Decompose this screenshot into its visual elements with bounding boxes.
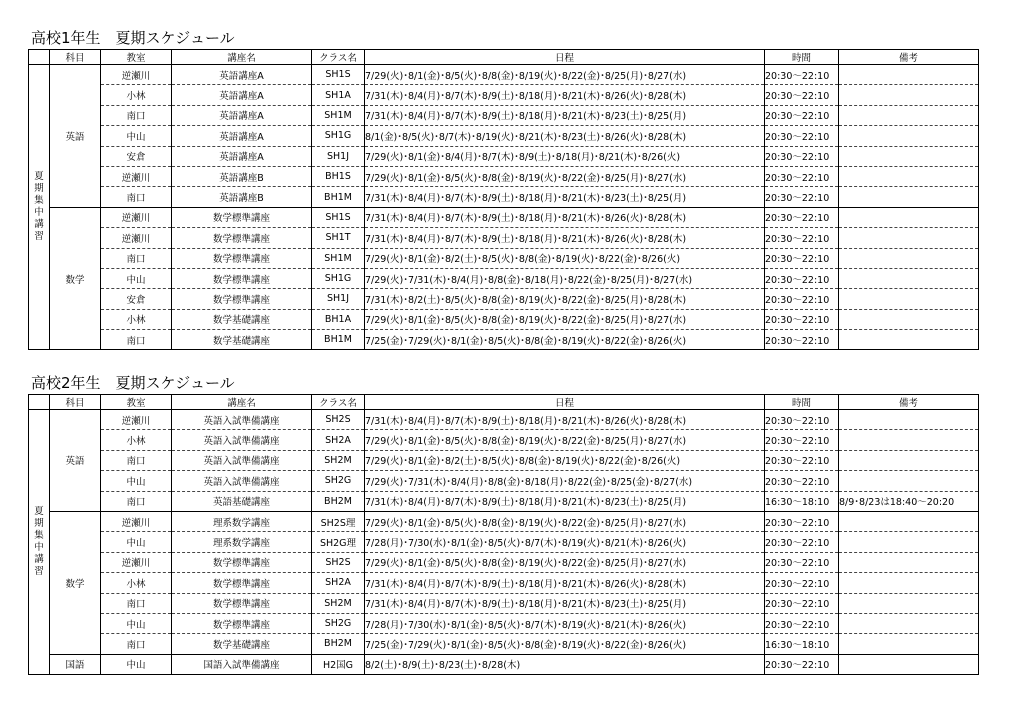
dates-cell: 7/29(火)･8/1(金)･8/5(火)･8/8(金)･8/19(火)･8/22(金)･8/25(月)･8/27(水) xyxy=(365,430,765,450)
note-cell xyxy=(839,410,979,430)
time-cell: 20:30～22:10 xyxy=(765,410,839,430)
table-header-row xyxy=(29,50,979,65)
note-cell xyxy=(839,289,979,309)
course-cell: 英語講座A xyxy=(172,65,312,85)
dates-cell: 7/29(火)･8/1(金)･8/2(土)･8/5(火)･8/8(金)･8/19(火)･8/22(金)･8/26(火) xyxy=(365,450,765,470)
table-row xyxy=(29,410,979,430)
class-cell: SH2A xyxy=(312,430,365,450)
room-cell: 南口 xyxy=(101,450,172,470)
note-cell xyxy=(839,248,979,268)
class-cell: SH1G xyxy=(312,268,365,288)
note-cell xyxy=(839,207,979,227)
class-cell: SH1G xyxy=(312,126,365,146)
class-cell: SH1J xyxy=(312,146,365,166)
dates-cell: 7/29(火)･8/1(金)･8/5(火)･8/8(金)･8/19(火)･8/22(金)･8/25(月)･8/27(水) xyxy=(365,511,765,531)
note-cell xyxy=(839,593,979,613)
room-cell: 南口 xyxy=(101,634,172,654)
course-cell: 英語講座B xyxy=(172,166,312,186)
course-cell: 英語講座A xyxy=(172,105,312,125)
dates-cell: 7/29(火)･8/1(金)･8/2(土)･8/5(火)･8/8(金)･8/19(火)･8/22(金)･8/26(火) xyxy=(365,248,765,268)
time-cell: 20:30～22:10 xyxy=(765,471,839,491)
dates-cell: 7/31(木)･8/4(月)･8/7(木)･8/9(土)･8/18(月)･8/21(木)･8/26(火)･8/28(木) xyxy=(365,207,765,227)
time-cell: 20:30～22:10 xyxy=(765,65,839,85)
time-cell: 20:30～22:10 xyxy=(765,511,839,531)
note-cell xyxy=(839,552,979,572)
time-cell: 20:30～22:10 xyxy=(765,573,839,593)
dates-cell: 7/29(火)･7/31(木)･8/4(月)･8/8(金)･8/18(月)･8/22(金)･8/25(月)･8/27(水) xyxy=(365,268,765,288)
time-cell: 20:30～22:10 xyxy=(765,268,839,288)
column-header: 講座名 xyxy=(172,50,312,65)
dates-cell: 7/25(金)･7/29(火)･8/1(金)･8/5(火)･8/8(金)･8/19(火)･8/22(金)･8/26(火) xyxy=(365,330,765,350)
dates-cell: 8/2(土)･8/9(土)･8/23(土)･8/28(木) xyxy=(365,654,765,674)
class-cell: SH2M xyxy=(312,593,365,613)
time-cell: 20:30～22:10 xyxy=(765,593,839,613)
dates-cell: 8/1(金)･8/5(火)･8/7(木)･8/19(火)･8/21(木)･8/23(土)･8/26(火)･8/28(木) xyxy=(365,126,765,146)
note-cell xyxy=(839,166,979,186)
time-cell: 20:30～22:10 xyxy=(765,248,839,268)
note-cell xyxy=(839,146,979,166)
column-header: 備考 xyxy=(839,395,979,410)
note-cell xyxy=(839,228,979,248)
dates-cell: 7/29(火)･8/1(金)･8/5(火)･8/8(金)･8/19(火)･8/22(金)･8/25(月)･8/27(水) xyxy=(365,65,765,85)
column-header: 科目 xyxy=(50,50,101,65)
class-cell: SH1S xyxy=(312,207,365,227)
course-cell: 数学標準講座 xyxy=(172,289,312,309)
grade2-schedule-title: 高校2年生 夏期スケジュール xyxy=(31,374,235,392)
time-cell: 20:30～22:10 xyxy=(765,430,839,450)
column-header: クラス名 xyxy=(312,395,365,410)
category-cell xyxy=(29,65,50,350)
room-cell: 中山 xyxy=(101,126,172,146)
class-cell: BH1A xyxy=(312,309,365,329)
grade1-schedule-table xyxy=(28,49,979,350)
room-cell: 逆瀬川 xyxy=(101,228,172,248)
dates-cell: 7/31(木)･8/2(土)･8/5(火)･8/8(金)･8/19(火)･8/22(金)･8/25(月)･8/28(木) xyxy=(365,289,765,309)
time-cell: 20:30～22:10 xyxy=(765,85,839,105)
room-cell: 中山 xyxy=(101,471,172,491)
class-cell: SH2G xyxy=(312,613,365,633)
class-cell: SH2A xyxy=(312,573,365,593)
room-cell: 南口 xyxy=(101,248,172,268)
subject-cell: 英語 xyxy=(50,410,101,512)
column-header: 日程 xyxy=(365,395,765,410)
table-row xyxy=(29,289,979,309)
course-cell: 英語講座A xyxy=(172,126,312,146)
note-cell xyxy=(839,450,979,470)
room-cell: 南口 xyxy=(101,330,172,350)
dates-cell: 7/25(金)･7/29(火)･8/1(金)･8/5(火)･8/8(金)･8/19(火)･8/22(金)･8/26(火) xyxy=(365,634,765,654)
note-cell xyxy=(839,126,979,146)
note-cell: 8/9･8/23は18:40～20:20 xyxy=(839,491,979,511)
room-cell: 小林 xyxy=(101,430,172,450)
column-header xyxy=(29,395,50,410)
class-cell: BH1S xyxy=(312,166,365,186)
class-cell: H2国G xyxy=(312,654,365,674)
table-row xyxy=(29,573,979,593)
note-cell xyxy=(839,268,979,288)
column-header: 講座名 xyxy=(172,395,312,410)
room-cell: 安倉 xyxy=(101,146,172,166)
table-row xyxy=(29,593,979,613)
table-row xyxy=(29,105,979,125)
dates-cell: 7/31(木)･8/4(月)･8/7(木)･8/9(土)･8/18(月)･8/21(木)･8/26(火)･8/28(木) xyxy=(365,573,765,593)
course-cell: 英語入試準備講座 xyxy=(172,450,312,470)
column-header xyxy=(29,50,50,65)
table-row xyxy=(29,654,979,674)
class-cell: BH2M xyxy=(312,491,365,511)
note-cell xyxy=(839,330,979,350)
column-header: 教室 xyxy=(101,395,172,410)
room-cell: 安倉 xyxy=(101,289,172,309)
course-cell: 数学標準講座 xyxy=(172,207,312,227)
dates-cell: 7/29(火)･7/31(木)･8/4(月)･8/8(金)･8/18(月)･8/22(金)･8/25(金)･8/27(水) xyxy=(365,471,765,491)
dates-cell: 7/31(木)･8/4(月)･8/7(木)･8/9(土)･8/18(月)･8/21(木)･8/26(火)･8/28(木) xyxy=(365,410,765,430)
room-cell: 小林 xyxy=(101,85,172,105)
class-cell: BH2M xyxy=(312,634,365,654)
time-cell: 20:30～22:10 xyxy=(765,654,839,674)
class-cell: SH1A xyxy=(312,85,365,105)
class-cell: SH2S理 xyxy=(312,511,365,531)
table-row xyxy=(29,309,979,329)
grade1-schedule-title: 高校1年生 夏期スケジュール xyxy=(31,29,235,47)
course-cell: 数学基礎講座 xyxy=(172,634,312,654)
dates-cell: 7/29(火)･8/1(金)･8/5(火)･8/8(金)･8/19(火)･8/22(金)･8/25(月)･8/27(水) xyxy=(365,166,765,186)
course-cell: 数学標準講座 xyxy=(172,552,312,572)
room-cell: 小林 xyxy=(101,573,172,593)
course-cell: 数学標準講座 xyxy=(172,268,312,288)
class-cell: SH2G xyxy=(312,471,365,491)
course-cell: 英語講座B xyxy=(172,187,312,207)
class-cell: SH2S xyxy=(312,410,365,430)
course-cell: 数学標準講座 xyxy=(172,613,312,633)
course-cell: 英語講座A xyxy=(172,146,312,166)
course-cell: 数学基礎講座 xyxy=(172,309,312,329)
room-cell: 逆瀬川 xyxy=(101,511,172,531)
column-header: 時間 xyxy=(765,395,839,410)
room-cell: 中山 xyxy=(101,268,172,288)
time-cell: 20:30～22:10 xyxy=(765,450,839,470)
dates-cell: 7/29(火)･8/1(金)･8/5(火)･8/8(金)･8/19(火)･8/22(金)･8/25(月)･8/27(水) xyxy=(365,309,765,329)
class-cell: BH1M xyxy=(312,330,365,350)
subject-cell: 数学 xyxy=(50,511,101,654)
time-cell: 20:30～22:10 xyxy=(765,330,839,350)
table-row xyxy=(29,330,979,350)
table-row xyxy=(29,450,979,470)
table-row xyxy=(29,187,979,207)
class-cell: SH1M xyxy=(312,105,365,125)
note-cell xyxy=(839,573,979,593)
table-row xyxy=(29,146,979,166)
table-row xyxy=(29,228,979,248)
course-cell: 数学標準講座 xyxy=(172,228,312,248)
course-cell: 理系数学講座 xyxy=(172,511,312,531)
column-header: 科目 xyxy=(50,395,101,410)
time-cell: 20:30～22:10 xyxy=(765,207,839,227)
grade2-schedule-table xyxy=(28,394,979,675)
time-cell: 20:30～22:10 xyxy=(765,228,839,248)
time-cell: 20:30～22:10 xyxy=(765,289,839,309)
table-row xyxy=(29,430,979,450)
note-cell xyxy=(839,65,979,85)
room-cell: 中山 xyxy=(101,613,172,633)
subject-cell: 英語 xyxy=(50,65,101,208)
note-cell xyxy=(839,309,979,329)
dates-cell: 7/29(火)･8/1(金)･8/4(月)･8/7(木)･8/9(土)･8/18(月)･8/21(木)･8/26(火) xyxy=(365,146,765,166)
course-cell: 国語入試準備講座 xyxy=(172,654,312,674)
course-cell: 英語講座A xyxy=(172,85,312,105)
subject-cell: 国語 xyxy=(50,654,101,674)
table-header-row xyxy=(29,395,979,410)
room-cell: 逆瀬川 xyxy=(101,166,172,186)
course-cell: 英語入試準備講座 xyxy=(172,430,312,450)
dates-cell: 7/28(月)･7/30(水)･8/1(金)･8/5(火)･8/7(木)･8/19(火)･8/21(木)･8/26(火) xyxy=(365,532,765,552)
table-row xyxy=(29,248,979,268)
course-cell: 数学標準講座 xyxy=(172,573,312,593)
time-cell: 20:30～22:10 xyxy=(765,187,839,207)
table-row xyxy=(29,65,979,85)
time-cell: 20:30～22:10 xyxy=(765,105,839,125)
note-cell xyxy=(839,532,979,552)
note-cell xyxy=(839,511,979,531)
room-cell: 南口 xyxy=(101,593,172,613)
class-cell: SH1J xyxy=(312,289,365,309)
column-header: 備考 xyxy=(839,50,979,65)
column-header: クラス名 xyxy=(312,50,365,65)
dates-cell: 7/31(木)･8/4(月)･8/7(木)･8/9(土)･8/18(月)･8/21(木)･8/23(土)･8/25(月) xyxy=(365,105,765,125)
dates-cell: 7/31(木)･8/4(月)･8/7(木)･8/9(土)･8/18(月)･8/21(木)･8/23(土)･8/25(月) xyxy=(365,187,765,207)
class-cell: SH2G理 xyxy=(312,532,365,552)
table-row xyxy=(29,85,979,105)
time-cell: 20:30～22:10 xyxy=(765,309,839,329)
note-cell xyxy=(839,187,979,207)
course-cell: 理系数学講座 xyxy=(172,532,312,552)
dates-cell: 7/29(火)･8/1(金)･8/5(火)･8/8(金)･8/19(火)･8/22(金)･8/25(月)･8/27(水) xyxy=(365,552,765,572)
note-cell xyxy=(839,430,979,450)
time-cell: 20:30～22:10 xyxy=(765,532,839,552)
category-cell xyxy=(29,410,50,675)
table-row xyxy=(29,532,979,552)
grade1-schedule-section xyxy=(28,29,980,350)
room-cell: 中山 xyxy=(101,532,172,552)
time-cell: 16:30～18:10 xyxy=(765,491,839,511)
table-row xyxy=(29,491,979,511)
note-cell xyxy=(839,654,979,674)
dates-cell: 7/31(木)･8/4(月)･8/7(木)･8/9(土)･8/18(月)･8/21(木)･8/23(土)･8/25(月) xyxy=(365,491,765,511)
note-cell xyxy=(839,85,979,105)
table-row xyxy=(29,552,979,572)
course-cell: 英語入試準備講座 xyxy=(172,410,312,430)
table-row xyxy=(29,207,979,227)
course-cell: 英語入試準備講座 xyxy=(172,471,312,491)
column-header: 教室 xyxy=(101,50,172,65)
note-cell xyxy=(839,634,979,654)
time-cell: 20:30～22:10 xyxy=(765,126,839,146)
course-cell: 英語基礎講座 xyxy=(172,491,312,511)
dates-cell: 7/31(木)･8/4(月)･8/7(木)･8/9(土)･8/18(月)･8/21(木)･8/26(火)･8/28(木) xyxy=(365,228,765,248)
room-cell: 逆瀬川 xyxy=(101,410,172,430)
room-cell: 南口 xyxy=(101,187,172,207)
class-cell: SH2M xyxy=(312,450,365,470)
table-row xyxy=(29,471,979,491)
room-cell: 南口 xyxy=(101,491,172,511)
category-label: 夏期集中講習 xyxy=(34,171,44,243)
course-cell: 数学基礎講座 xyxy=(172,330,312,350)
category-label: 夏期集中講習 xyxy=(34,506,44,578)
column-header: 時間 xyxy=(765,50,839,65)
course-cell: 数学標準講座 xyxy=(172,248,312,268)
table-row xyxy=(29,613,979,633)
dates-cell: 7/31(木)･8/4(月)･8/7(木)･8/9(土)･8/18(月)･8/21(木)･8/23(土)･8/25(月) xyxy=(365,593,765,613)
dates-cell: 7/31(木)･8/4(月)･8/7(木)･8/9(土)･8/18(月)･8/21(木)･8/26(火)･8/28(木) xyxy=(365,85,765,105)
class-cell: BH1M xyxy=(312,187,365,207)
room-cell: 小林 xyxy=(101,309,172,329)
note-cell xyxy=(839,613,979,633)
room-cell: 逆瀬川 xyxy=(101,552,172,572)
subject-cell: 数学 xyxy=(50,207,101,350)
room-cell: 南口 xyxy=(101,105,172,125)
table-row xyxy=(29,268,979,288)
time-cell: 20:30～22:10 xyxy=(765,146,839,166)
class-cell: SH1M xyxy=(312,248,365,268)
note-cell xyxy=(839,471,979,491)
class-cell: SH1S xyxy=(312,65,365,85)
table-row xyxy=(29,511,979,531)
room-cell: 中山 xyxy=(101,654,172,674)
room-cell: 逆瀬川 xyxy=(101,65,172,85)
course-cell: 数学標準講座 xyxy=(172,593,312,613)
room-cell: 逆瀬川 xyxy=(101,207,172,227)
column-header: 日程 xyxy=(365,50,765,65)
time-cell: 20:30～22:10 xyxy=(765,613,839,633)
grade2-schedule-section xyxy=(28,374,980,675)
time-cell: 20:30～22:10 xyxy=(765,552,839,572)
class-cell: SH1T xyxy=(312,228,365,248)
time-cell: 16:30～18:10 xyxy=(765,634,839,654)
note-cell xyxy=(839,105,979,125)
dates-cell: 7/28(月)･7/30(水)･8/1(金)･8/5(火)･8/7(木)･8/19(火)･8/21(木)･8/26(火) xyxy=(365,613,765,633)
time-cell: 20:30～22:10 xyxy=(765,166,839,186)
table-row xyxy=(29,634,979,654)
table-row xyxy=(29,166,979,186)
table-row xyxy=(29,126,979,146)
class-cell: SH2S xyxy=(312,552,365,572)
